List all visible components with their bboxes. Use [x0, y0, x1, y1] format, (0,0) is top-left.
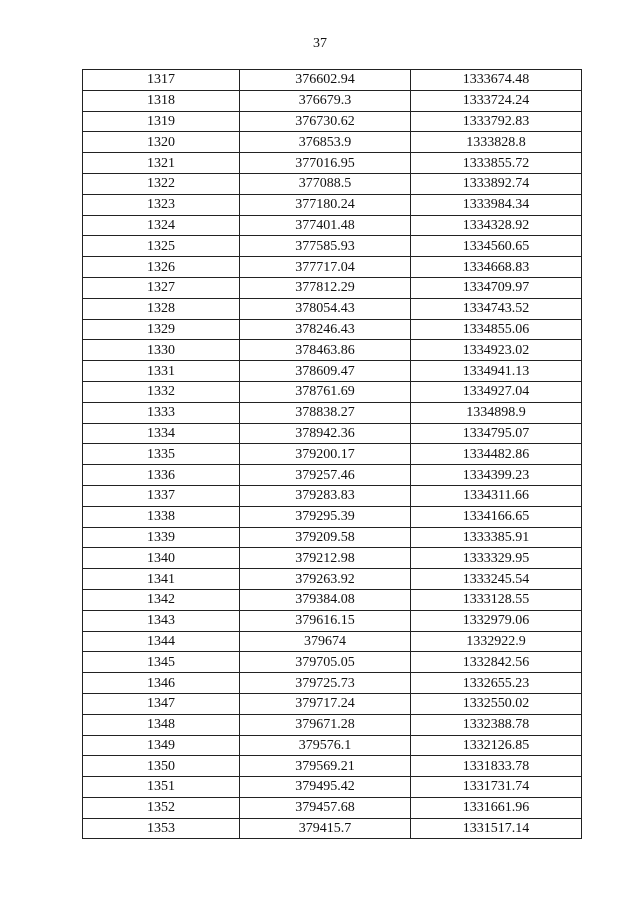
- y-coordinate-cell: 1333128.55: [411, 589, 582, 610]
- table-row: [83, 340, 582, 361]
- x-coordinate-cell: 377812.29: [240, 277, 411, 298]
- y-coordinate-cell: 1331833.78: [411, 756, 582, 777]
- point-number-cell: 1343: [83, 610, 240, 631]
- table-row: [83, 485, 582, 506]
- y-coordinate-cell: 1334328.92: [411, 215, 582, 236]
- y-coordinate-cell: 1332655.23: [411, 673, 582, 694]
- point-number-cell: 1320: [83, 132, 240, 153]
- x-coordinate-cell: 378463.86: [240, 340, 411, 361]
- y-coordinate-cell: 1334668.83: [411, 257, 582, 278]
- y-coordinate-cell: 1334795.07: [411, 423, 582, 444]
- x-coordinate-cell: 376679.3: [240, 90, 411, 111]
- point-number-cell: 1319: [83, 111, 240, 132]
- point-number-cell: 1347: [83, 693, 240, 714]
- x-coordinate-cell: 378054.43: [240, 298, 411, 319]
- point-number-cell: 1334: [83, 423, 240, 444]
- table-body: [83, 70, 582, 839]
- y-coordinate-cell: 1332922.9: [411, 631, 582, 652]
- y-coordinate-cell: 1332979.06: [411, 610, 582, 631]
- table-row: [83, 70, 582, 91]
- point-number-cell: 1328: [83, 298, 240, 319]
- x-coordinate-cell: 379415.7: [240, 818, 411, 839]
- table-row: [83, 319, 582, 340]
- y-coordinate-cell: 1334560.65: [411, 236, 582, 257]
- y-coordinate-cell: 1331731.74: [411, 777, 582, 798]
- y-coordinate-cell: 1332842.56: [411, 652, 582, 673]
- point-number-cell: 1342: [83, 589, 240, 610]
- point-number-cell: 1344: [83, 631, 240, 652]
- x-coordinate-cell: 379674: [240, 631, 411, 652]
- table-row: [83, 548, 582, 569]
- y-coordinate-cell: 1333828.8: [411, 132, 582, 153]
- y-coordinate-cell: 1334709.97: [411, 277, 582, 298]
- x-coordinate-cell: 376730.62: [240, 111, 411, 132]
- table-row: [83, 402, 582, 423]
- x-coordinate-cell: 379717.24: [240, 693, 411, 714]
- point-number-cell: 1323: [83, 194, 240, 215]
- x-coordinate-cell: 379384.08: [240, 589, 411, 610]
- y-coordinate-cell: 1333385.91: [411, 527, 582, 548]
- y-coordinate-cell: 1331661.96: [411, 797, 582, 818]
- table-row: [83, 90, 582, 111]
- x-coordinate-cell: 377717.04: [240, 257, 411, 278]
- y-coordinate-cell: 1334927.04: [411, 381, 582, 402]
- point-number-cell: 1329: [83, 319, 240, 340]
- table-row: [83, 506, 582, 527]
- y-coordinate-cell: 1333792.83: [411, 111, 582, 132]
- point-number-cell: 1353: [83, 818, 240, 839]
- x-coordinate-cell: 378838.27: [240, 402, 411, 423]
- point-number-cell: 1322: [83, 173, 240, 194]
- y-coordinate-cell: 1333855.72: [411, 153, 582, 174]
- y-coordinate-cell: 1334482.86: [411, 444, 582, 465]
- point-number-cell: 1340: [83, 548, 240, 569]
- point-number-cell: 1335: [83, 444, 240, 465]
- table-row: [83, 111, 582, 132]
- point-number-cell: 1336: [83, 465, 240, 486]
- table-row: [83, 257, 582, 278]
- table-row: [83, 298, 582, 319]
- x-coordinate-cell: 379209.58: [240, 527, 411, 548]
- y-coordinate-cell: 1333724.24: [411, 90, 582, 111]
- y-coordinate-cell: 1334399.23: [411, 465, 582, 486]
- x-coordinate-cell: 377585.93: [240, 236, 411, 257]
- y-coordinate-cell: 1333984.34: [411, 194, 582, 215]
- point-number-cell: 1350: [83, 756, 240, 777]
- x-coordinate-cell: 378609.47: [240, 361, 411, 382]
- y-coordinate-cell: 1333329.95: [411, 548, 582, 569]
- point-number-cell: 1345: [83, 652, 240, 673]
- point-number-cell: 1346: [83, 673, 240, 694]
- point-number-cell: 1339: [83, 527, 240, 548]
- x-coordinate-cell: 379495.42: [240, 777, 411, 798]
- point-number-cell: 1351: [83, 777, 240, 798]
- point-number-cell: 1332: [83, 381, 240, 402]
- point-number-cell: 1325: [83, 236, 240, 257]
- table-row: [83, 756, 582, 777]
- x-coordinate-cell: 379257.46: [240, 465, 411, 486]
- table-row: [83, 673, 582, 694]
- x-coordinate-cell: 377180.24: [240, 194, 411, 215]
- point-number-cell: 1327: [83, 277, 240, 298]
- x-coordinate-cell: 379212.98: [240, 548, 411, 569]
- point-number-cell: 1331: [83, 361, 240, 382]
- y-coordinate-cell: 1334941.13: [411, 361, 582, 382]
- page-number: 37: [313, 36, 327, 51]
- table-row: [83, 693, 582, 714]
- table-row: [83, 423, 582, 444]
- x-coordinate-cell: 377088.5: [240, 173, 411, 194]
- table-row: [83, 277, 582, 298]
- table-row: [83, 527, 582, 548]
- x-coordinate-cell: 378942.36: [240, 423, 411, 444]
- table-row: [83, 153, 582, 174]
- point-number-cell: 1321: [83, 153, 240, 174]
- table-row: [83, 444, 582, 465]
- point-number-cell: 1352: [83, 797, 240, 818]
- y-coordinate-cell: 1334923.02: [411, 340, 582, 361]
- table-row: [83, 236, 582, 257]
- table-row: [83, 194, 582, 215]
- x-coordinate-cell: 379569.21: [240, 756, 411, 777]
- y-coordinate-cell: 1334743.52: [411, 298, 582, 319]
- y-coordinate-cell: 1332550.02: [411, 693, 582, 714]
- table-row: [83, 589, 582, 610]
- table-row: [83, 797, 582, 818]
- x-coordinate-cell: 379725.73: [240, 673, 411, 694]
- table-row: [83, 610, 582, 631]
- table-row: [83, 777, 582, 798]
- x-coordinate-cell: 379616.15: [240, 610, 411, 631]
- y-coordinate-cell: 1334166.65: [411, 506, 582, 527]
- point-number-cell: 1337: [83, 485, 240, 506]
- table-row: [83, 381, 582, 402]
- table-row: [83, 215, 582, 236]
- point-number-cell: 1348: [83, 714, 240, 735]
- y-coordinate-cell: 1333674.48: [411, 70, 582, 91]
- point-number-cell: 1349: [83, 735, 240, 756]
- point-number-cell: 1317: [83, 70, 240, 91]
- x-coordinate-cell: 379295.39: [240, 506, 411, 527]
- x-coordinate-cell: 379200.17: [240, 444, 411, 465]
- table-row: [83, 361, 582, 382]
- point-number-cell: 1324: [83, 215, 240, 236]
- x-coordinate-cell: 376602.94: [240, 70, 411, 91]
- table-row: [83, 132, 582, 153]
- table-row: [83, 631, 582, 652]
- y-coordinate-cell: 1334898.9: [411, 402, 582, 423]
- point-number-cell: 1318: [83, 90, 240, 111]
- x-coordinate-cell: 376853.9: [240, 132, 411, 153]
- y-coordinate-cell: 1331517.14: [411, 818, 582, 839]
- table-row: [83, 714, 582, 735]
- x-coordinate-cell: 379457.68: [240, 797, 411, 818]
- y-coordinate-cell: 1333245.54: [411, 569, 582, 590]
- x-coordinate-cell: 379705.05: [240, 652, 411, 673]
- x-coordinate-cell: 379263.92: [240, 569, 411, 590]
- table-row: [83, 652, 582, 673]
- x-coordinate-cell: 377401.48: [240, 215, 411, 236]
- table-row: [83, 173, 582, 194]
- point-number-cell: 1333: [83, 402, 240, 423]
- x-coordinate-cell: 379283.83: [240, 485, 411, 506]
- coordinates-table: [82, 69, 582, 839]
- point-number-cell: 1338: [83, 506, 240, 527]
- table-row: [83, 465, 582, 486]
- table-row: [83, 818, 582, 839]
- y-coordinate-cell: 1332126.85: [411, 735, 582, 756]
- table-row: [83, 735, 582, 756]
- x-coordinate-cell: 377016.95: [240, 153, 411, 174]
- x-coordinate-cell: 378761.69: [240, 381, 411, 402]
- y-coordinate-cell: 1334311.66: [411, 485, 582, 506]
- x-coordinate-cell: 379671.28: [240, 714, 411, 735]
- point-number-cell: 1326: [83, 257, 240, 278]
- point-number-cell: 1341: [83, 569, 240, 590]
- x-coordinate-cell: 379576.1: [240, 735, 411, 756]
- y-coordinate-cell: 1333892.74: [411, 173, 582, 194]
- point-number-cell: 1330: [83, 340, 240, 361]
- y-coordinate-cell: 1332388.78: [411, 714, 582, 735]
- x-coordinate-cell: 378246.43: [240, 319, 411, 340]
- y-coordinate-cell: 1334855.06: [411, 319, 582, 340]
- table-row: [83, 569, 582, 590]
